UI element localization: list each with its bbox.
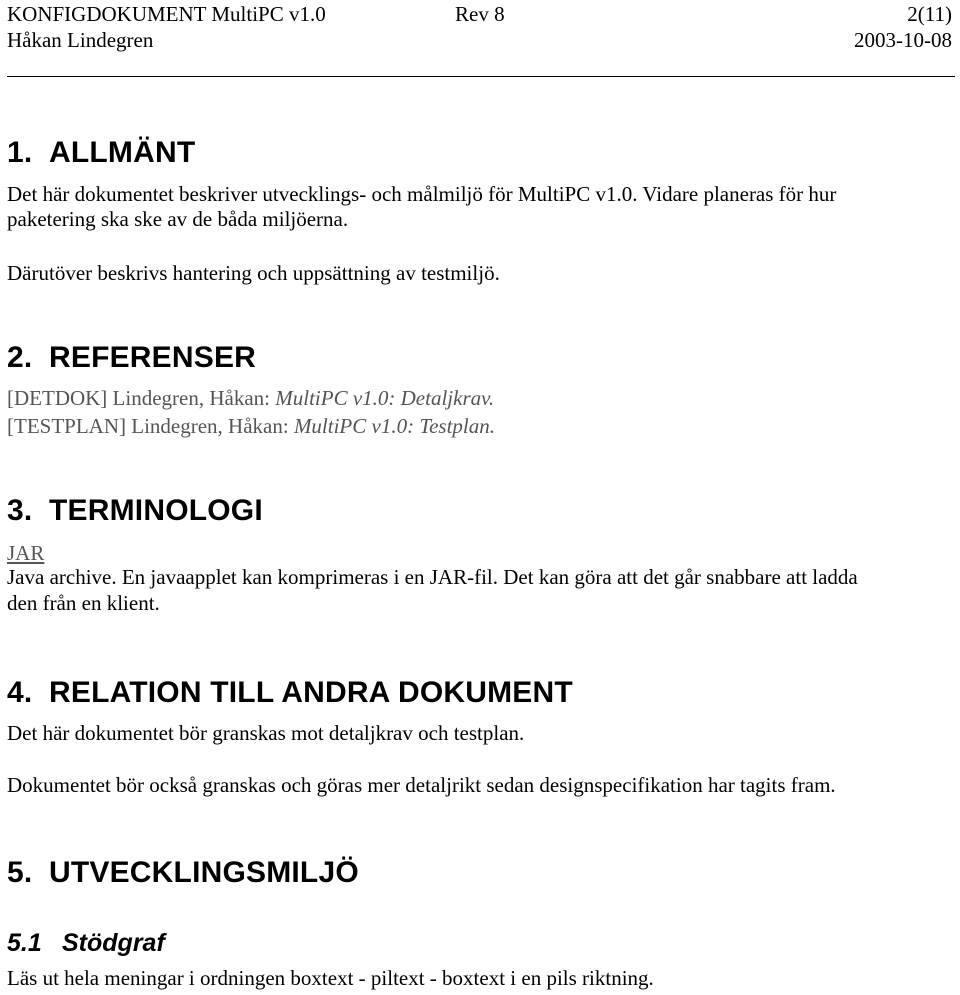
section-heading-terminologi — [7, 494, 263, 528]
reference-title: MultiPC v1.0: Detaljkrav. — [275, 386, 495, 410]
subsection-number: 5.1 — [7, 929, 42, 957]
subsection-heading-stodgraf — [7, 929, 165, 957]
section-number: 1. — [7, 136, 33, 169]
reference-prefix: [TESTPLAN] Lindegren, Håkan: — [7, 414, 294, 438]
reference-item — [7, 413, 495, 439]
header-revision: Rev 8 — [455, 2, 505, 26]
section-heading-utvecklingsmiljo — [7, 856, 359, 890]
section-heading-allmant — [7, 136, 195, 170]
glossary-definition-line: den från en klient. — [7, 591, 160, 615]
header-page-number: 2(11) — [907, 2, 952, 26]
section-heading-referenser — [7, 341, 256, 375]
reference-prefix: [DETDOK] Lindegren, Håkan: — [7, 386, 276, 410]
header-author: Håkan Lindegren — [7, 28, 154, 52]
section-number: 2. — [7, 341, 33, 374]
paragraph: Det här dokumentet bör granskas mot detaljkrav och testplan. — [7, 721, 525, 745]
section-title: ALLMÄNT — [49, 136, 196, 169]
paragraph-line: paketering ska ske av de båda miljöerna. — [7, 207, 349, 231]
section-number: 4. — [7, 676, 33, 709]
glossary-term: JAR — [7, 541, 45, 565]
paragraph: Läs ut hela meningar i ordningen boxtext - piltext - boxtext i en pils riktning. — [7, 966, 654, 990]
header-doc-title: KONFIGDOKUMENT MultiPC v1.0 — [7, 2, 326, 26]
section-title: TERMINOLOGI — [49, 494, 263, 527]
header-divider — [7, 76, 955, 77]
reference-item — [7, 385, 494, 411]
section-title: RELATION TILL ANDRA DOKUMENT — [49, 676, 573, 709]
section-number: 3. — [7, 494, 33, 527]
section-heading-relation — [7, 676, 573, 710]
paragraph-line: Det här dokumentet beskriver utvecklings- och målmiljö för MultiPC v1.0. Vidare planeras för hur — [7, 182, 837, 206]
subsection-title: Stödgraf — [62, 929, 165, 957]
section-title: REFERENSER — [49, 341, 257, 374]
glossary-definition-line: Java archive. En javaapplet kan komprimeras i en JAR-fil. Det kan göra att det går snabbare att ladda — [7, 565, 858, 589]
section-number: 5. — [7, 856, 33, 889]
section-title: UTVECKLINGSMILJÖ — [49, 856, 359, 889]
reference-title: MultiPC v1.0: Testplan. — [293, 414, 495, 438]
paragraph: Dokumentet bör också granskas och göras mer detaljrikt sedan designspecifikation har tagits fram. — [7, 773, 836, 797]
paragraph: Därutöver beskrivs hantering och uppsättning av testmiljö. — [7, 261, 500, 285]
header-date: 2003-10-08 — [854, 28, 952, 52]
